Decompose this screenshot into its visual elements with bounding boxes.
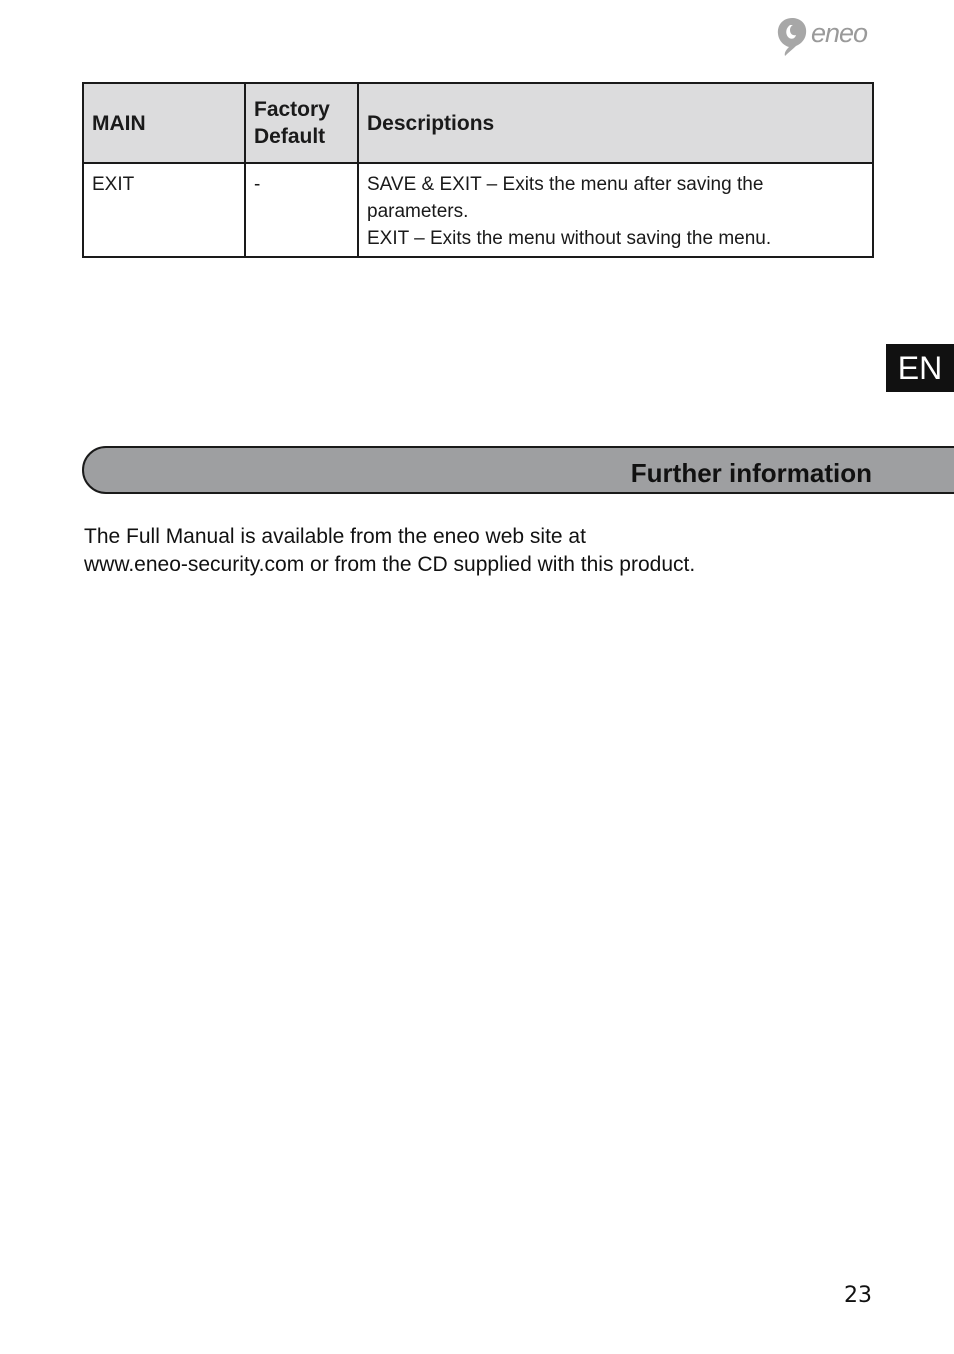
description-line: SAVE & EXIT – Exits the menu after saving the	[367, 174, 764, 195]
section-title: Further information	[630, 458, 872, 488]
description-line: parameters.	[367, 201, 469, 222]
language-tab: EN	[886, 344, 954, 392]
column-header-factory-default	[245, 83, 358, 163]
body-paragraph	[84, 523, 844, 579]
cell-description	[358, 163, 873, 257]
page-number: 23	[844, 1283, 872, 1308]
column-header-main: MAIN	[83, 83, 245, 163]
body-line: www.eneo-security.com or from the CD supplied with this product.	[84, 553, 696, 576]
settings-table	[82, 82, 874, 258]
column-header-descriptions: Descriptions	[358, 83, 873, 163]
column-header-default-line: Default	[254, 125, 326, 148]
description-line: EXIT – Exits the menu without saving the menu.	[367, 228, 772, 249]
table-row	[83, 163, 873, 257]
table-header-row	[83, 83, 873, 163]
eneo-logo-icon	[775, 16, 809, 58]
cell-main: EXIT	[83, 163, 245, 257]
column-header-factory-line: Factory	[254, 98, 330, 121]
cell-default: -	[245, 163, 358, 257]
eneo-logo	[775, 16, 879, 58]
brand-name: eneo	[811, 18, 868, 48]
body-line: The Full Manual is available from the eneo web site at	[84, 525, 586, 548]
